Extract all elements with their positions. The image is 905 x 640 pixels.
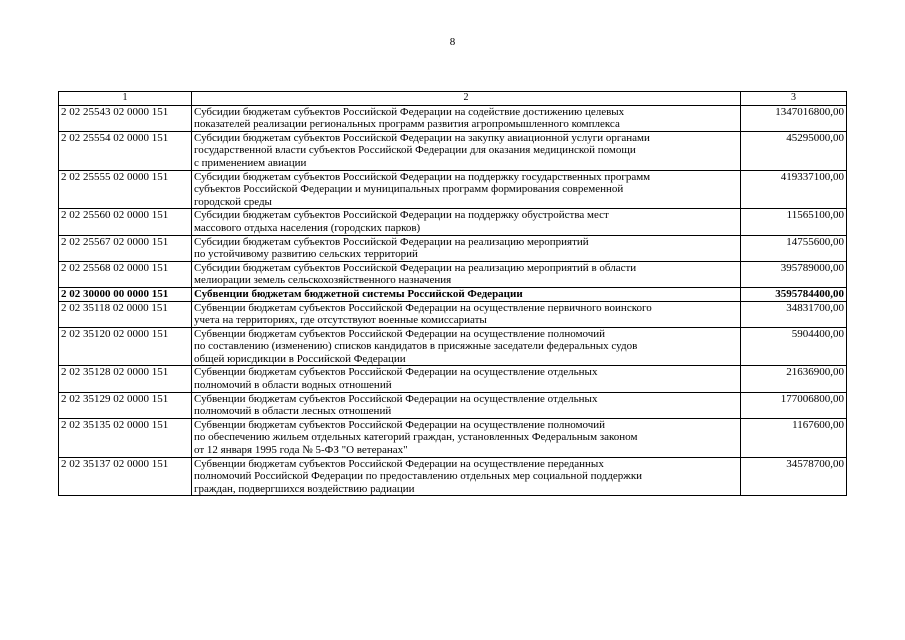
table-row <box>59 209 847 235</box>
budget-amount: 5904400,00 <box>741 327 847 366</box>
table-row <box>59 301 847 327</box>
budget-description <box>192 209 741 235</box>
budget-description <box>192 392 741 418</box>
description-line: Субвенции бюджетам субъектов Российской Федерации на осуществление переданных <box>194 457 604 470</box>
table-row <box>59 392 847 418</box>
description-line: Субвенции бюджетам субъектов Российской Федерации на осуществление полномочий <box>194 327 606 340</box>
budget-amount: 21636900,00 <box>741 366 847 392</box>
budget-amount: 14755600,00 <box>741 235 847 261</box>
budget-amount: 1167600,00 <box>741 418 847 457</box>
budget-amount: 395789000,00 <box>741 261 847 287</box>
budget-code: 2 02 25555 02 0000 151 <box>59 170 192 209</box>
budget-description <box>192 327 741 366</box>
table-row <box>59 287 847 301</box>
description-line: Субсидии бюджетам субъектов Российской Федерации на содействие достижению целевых <box>194 105 625 118</box>
budget-description <box>192 105 741 131</box>
description-line: массового отдыха населения (городских парков) <box>194 221 421 234</box>
budget-description <box>192 170 741 209</box>
table-row <box>59 170 847 209</box>
budget-description <box>192 235 741 261</box>
budget-amount: 419337100,00 <box>741 170 847 209</box>
budget-code: 2 02 25543 02 0000 151 <box>59 105 192 131</box>
description-line: Субвенции бюджетам субъектов Российской Федерации на осуществление первичного воинского <box>194 301 652 314</box>
table-row <box>59 131 847 170</box>
budget-code: 2 02 25560 02 0000 151 <box>59 209 192 235</box>
description-line: городской среды <box>194 195 272 208</box>
description-line: по составлению (изменению) списков кандидатов в присяжные заседатели федеральных судов <box>194 340 638 353</box>
description-line: Субвенции бюджетам субъектов Российской Федерации на осуществление отдельных <box>194 392 598 405</box>
description-line: Субвенции бюджетам бюджетной системы Российской Федерации <box>194 287 523 300</box>
budget-description <box>192 261 741 287</box>
description-line: учета на территориях, где отсутствуют военные комиссариаты <box>194 314 487 327</box>
budget-code: 2 02 30000 00 0000 151 <box>59 287 192 301</box>
description-line: общей юрисдикции в Российской Федерации <box>194 352 406 365</box>
budget-code: 2 02 25554 02 0000 151 <box>59 131 192 170</box>
description-line: Субсидии бюджетам субъектов Российской Федерации на реализацию мероприятий в области <box>194 261 637 274</box>
table-row <box>59 366 847 392</box>
table-row <box>59 105 847 131</box>
budget-description <box>192 301 741 327</box>
header-col-3: 3 <box>741 92 847 106</box>
budget-amount: 34831700,00 <box>741 301 847 327</box>
table-row <box>59 418 847 457</box>
description-line: субъектов Российской Федерации и муниципальных программ формирования современной <box>194 183 624 196</box>
budget-description <box>192 131 741 170</box>
description-line: Субсидии бюджетам субъектов Российской Федерации на поддержку государственных программ <box>194 170 651 183</box>
page-number: 8 <box>449 36 456 48</box>
budget-amount: 1347016800,00 <box>741 105 847 131</box>
budget-code: 2 02 25567 02 0000 151 <box>59 235 192 261</box>
budget-description <box>192 418 741 457</box>
budget-description <box>192 457 741 496</box>
description-line: Субсидии бюджетам субъектов Российской Федерации на реализацию мероприятий <box>194 235 589 248</box>
description-line: граждан, подвергшихся воздействию радиации <box>194 482 415 495</box>
table-row <box>59 261 847 287</box>
budget-code: 2 02 35128 02 0000 151 <box>59 366 192 392</box>
description-line: Субвенции бюджетам субъектов Российской Федерации на осуществление отдельных <box>194 366 598 379</box>
description-line: полномочий в области водных отношений <box>194 379 392 392</box>
table-row <box>59 235 847 261</box>
budget-amount: 45295000,00 <box>741 131 847 170</box>
description-line: полномочий Российской Федерации по предоставлению отдельных мер социальной поддержки <box>194 470 643 483</box>
budget-code: 2 02 25568 02 0000 151 <box>59 261 192 287</box>
description-line: показателей реализации региональных программ развития агропромышленного комплекса <box>194 118 620 131</box>
description-line: Субвенции бюджетам субъектов Российской Федерации на осуществление полномочий <box>194 418 606 431</box>
description-line: Субсидии бюджетам субъектов Российской Федерации на закупку авиационной услуги органами <box>194 131 650 144</box>
budget-amount: 3595784400,00 <box>741 287 847 301</box>
budget-description <box>192 287 741 301</box>
budget-amount: 177006800,00 <box>741 392 847 418</box>
budget-code: 2 02 35135 02 0000 151 <box>59 418 192 457</box>
description-line: государственной власти субъектов Российской Федерации для оказания медицинской помощи <box>194 144 636 157</box>
header-col-1: 1 <box>59 92 192 106</box>
budget-amount: 34578700,00 <box>741 457 847 496</box>
description-line: мелиорации земель сельскохозяйственного назначения <box>194 274 452 287</box>
description-line: полномочий в области лесных отношений <box>194 405 392 418</box>
description-line: по обеспечению жильем отдельных категорий граждан, установленных Федеральным законом <box>194 431 638 444</box>
description-line: по устойчивому развитию сельских территорий <box>194 248 418 261</box>
description-line: от 12 января 1995 года № 5-ФЗ "О ветеранах" <box>194 444 408 457</box>
budget-amount: 11565100,00 <box>741 209 847 235</box>
budget-code: 2 02 35137 02 0000 151 <box>59 457 192 496</box>
budget-code: 2 02 35118 02 0000 151 <box>59 301 192 327</box>
table-header-row <box>59 92 847 106</box>
description-line: Субсидии бюджетам субъектов Российской Федерации на поддержку обустройства мест <box>194 209 609 222</box>
table-row <box>59 327 847 366</box>
description-line: с применением авиации <box>194 156 307 169</box>
header-col-2: 2 <box>192 92 741 106</box>
budget-table <box>58 91 847 496</box>
budget-code: 2 02 35129 02 0000 151 <box>59 392 192 418</box>
budget-code: 2 02 35120 02 0000 151 <box>59 327 192 366</box>
budget-description <box>192 366 741 392</box>
table-row <box>59 457 847 496</box>
